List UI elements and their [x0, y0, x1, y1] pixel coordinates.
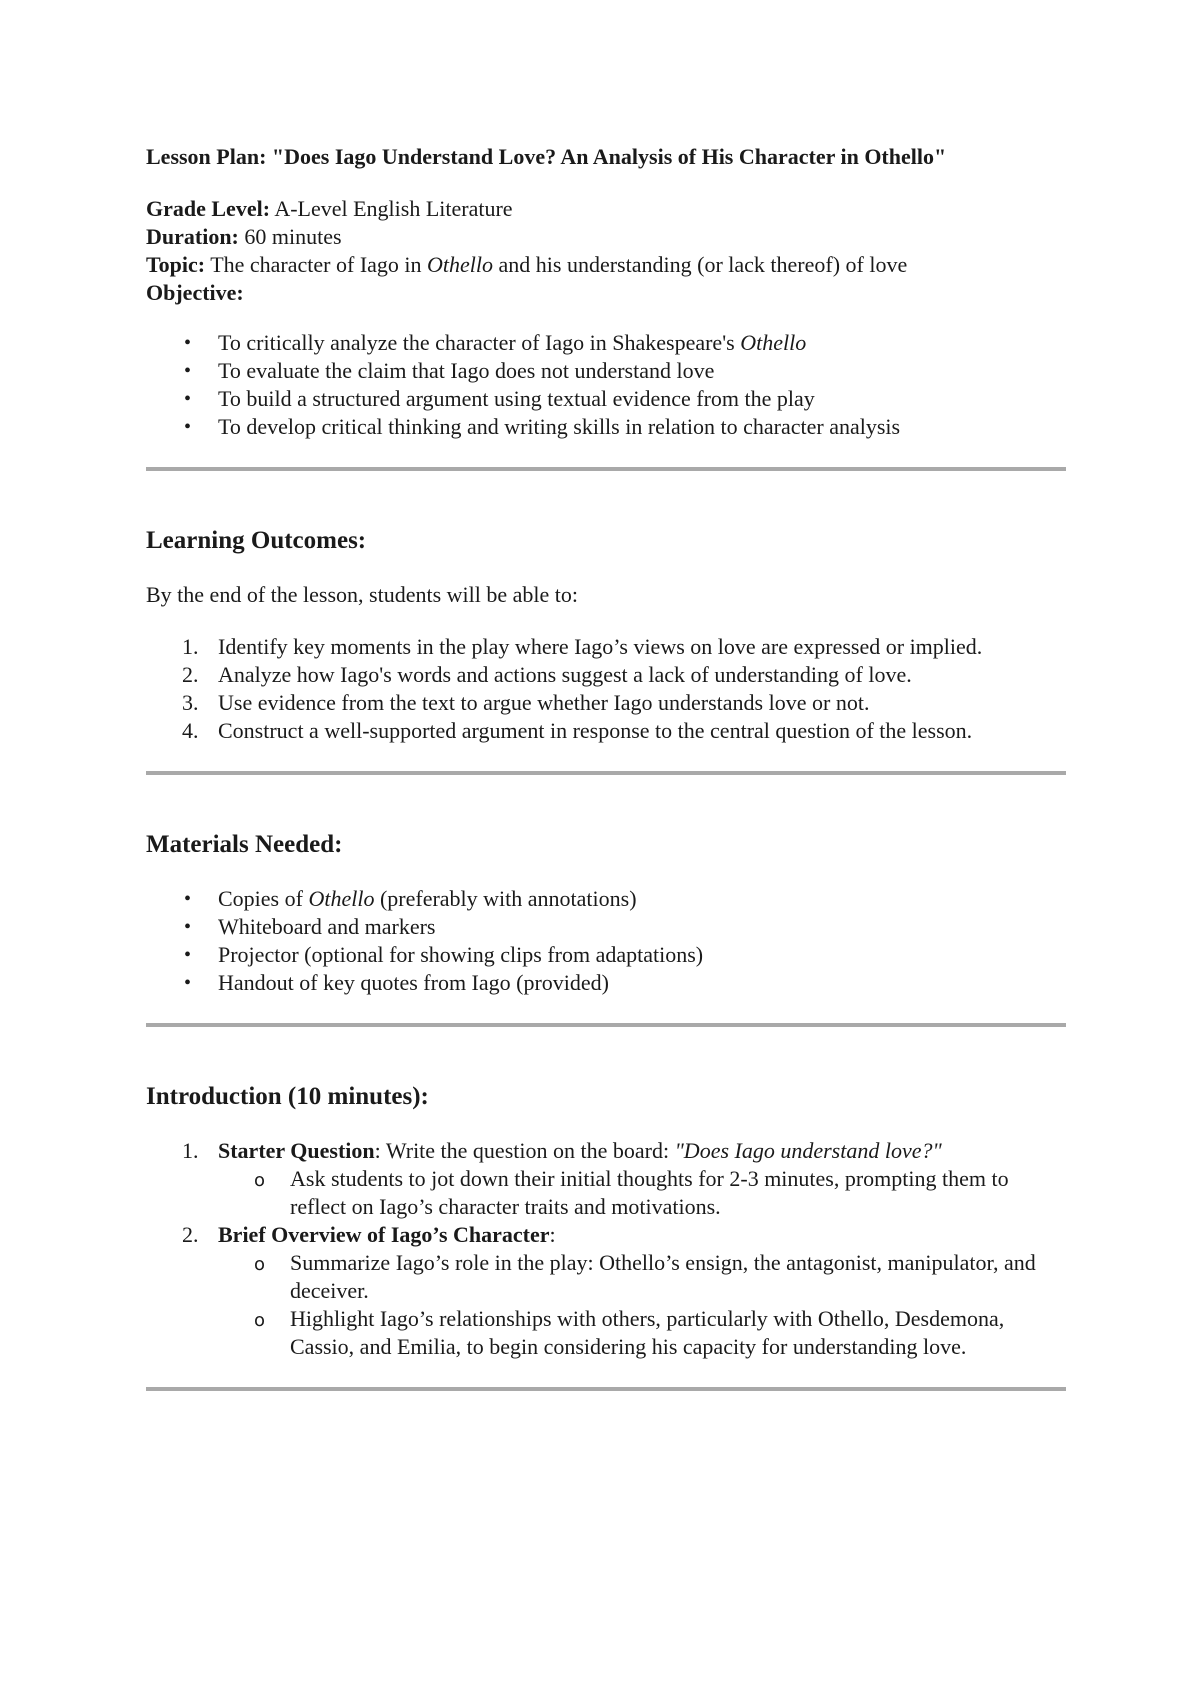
objective-label: Objective:	[146, 280, 244, 305]
sub-text: Ask students to jot down their initial thoughts for 2-3 minutes, prompting them to reflect on Iago’s character traits and motivations.	[290, 1166, 1009, 1219]
topic-line	[146, 251, 1066, 279]
materials-list	[146, 885, 1066, 997]
step-text: :	[549, 1222, 556, 1247]
list-item	[146, 689, 1066, 717]
bullet-icon: •	[184, 388, 192, 410]
section-divider	[146, 1387, 1066, 1391]
bullet-icon: •	[184, 888, 192, 910]
materials-heading: Materials Needed:	[146, 831, 343, 858]
outcome-text: Use evidence from the text to argue whether Iago understands love or not.	[218, 690, 870, 715]
list-item	[146, 413, 1066, 441]
list-item	[146, 385, 1066, 413]
objective-italic: Othello	[740, 330, 807, 355]
bullet-icon: •	[184, 944, 192, 966]
material-text: (preferably with annotations)	[374, 886, 637, 911]
sub-bullet-icon: o	[254, 1254, 266, 1275]
list-number: 2.	[182, 1222, 199, 1247]
list-item	[218, 1165, 1066, 1221]
grade-level-value: A-Level English Literature	[270, 196, 513, 221]
duration-label: Duration:	[146, 224, 239, 249]
material-text: Whiteboard and markers	[218, 914, 436, 939]
list-item	[146, 633, 1066, 661]
topic-value-italic: Othello	[427, 252, 494, 277]
list-number: 4.	[182, 718, 199, 743]
bullet-icon: •	[184, 332, 192, 354]
topic-value-part2: and his understanding (or lack thereof) of love	[493, 252, 908, 277]
outcome-text: Identify key moments in the play where Iago’s views on love are expressed or implied.	[218, 634, 983, 659]
objective-text: To critically analyze the character of Iago in Shakespeare's	[218, 330, 741, 355]
material-italic: Othello	[308, 886, 375, 911]
bullet-icon: •	[184, 916, 192, 938]
step-quote: "Does Iago understand love?"	[674, 1138, 942, 1163]
learning-outcomes-intro: By the end of the lesson, students will be able to:	[146, 582, 578, 607]
lesson-title: Lesson Plan: "Does Iago Understand Love? An Analysis of His Character in Othello"	[146, 144, 947, 169]
bullet-icon: •	[184, 416, 192, 438]
sub-list	[218, 1165, 1066, 1221]
sub-bullet-icon: o	[254, 1170, 266, 1191]
step-label: Brief Overview of Iago’s Character	[218, 1222, 550, 1247]
sub-text: Summarize Iago’s role in the play: Othello’s ensign, the antagonist, manipulator, and deceiver.	[290, 1250, 1036, 1303]
list-item	[218, 1305, 1066, 1361]
section-divider	[146, 1023, 1066, 1027]
sub-bullet-icon: o	[254, 1310, 266, 1331]
grade-level-line	[146, 195, 1066, 223]
list-item	[146, 661, 1066, 689]
list-item	[218, 1249, 1066, 1305]
list-item	[146, 1137, 1066, 1221]
section-divider	[146, 467, 1066, 471]
outcome-text: Analyze how Iago's words and actions suggest a lack of understanding of love.	[218, 662, 912, 687]
learning-outcomes-heading: Learning Outcomes:	[146, 527, 367, 554]
duration-value: 60 minutes	[238, 224, 342, 249]
duration-line	[146, 223, 1066, 251]
step-label: Starter Question	[218, 1138, 375, 1163]
outcome-text: Construct a well-supported argument in response to the central question of the lesson.	[218, 718, 973, 743]
objective-text: To build a structured argument using textual evidence from the play	[218, 386, 815, 411]
objectives-list	[146, 329, 1066, 441]
topic-label: Topic:	[146, 252, 206, 277]
introduction-steps	[146, 1137, 1066, 1361]
list-item	[146, 717, 1066, 745]
list-item	[146, 1221, 1066, 1361]
material-text: Copies of	[218, 886, 309, 911]
objective-text: To develop critical thinking and writing skills in relation to character analysis	[218, 414, 901, 439]
list-item	[146, 913, 1066, 941]
step-text: : Write the question on the board:	[374, 1138, 675, 1163]
list-item	[146, 885, 1066, 913]
list-number: 2.	[182, 662, 199, 687]
list-number: 1.	[182, 634, 199, 659]
grade-level-label: Grade Level:	[146, 196, 271, 221]
bullet-icon: •	[184, 972, 192, 994]
list-item	[146, 969, 1066, 997]
list-number: 3.	[182, 690, 199, 715]
introduction-heading: Introduction (10 minutes):	[146, 1083, 429, 1110]
material-text: Handout of key quotes from Iago (provided)	[218, 970, 610, 995]
learning-outcomes-list	[146, 633, 1066, 745]
topic-value-part1: The character of Iago in	[205, 252, 428, 277]
objective-line	[146, 279, 1066, 307]
lesson-meta	[146, 195, 1066, 307]
document-page	[146, 143, 1066, 1391]
list-item	[146, 357, 1066, 385]
material-text: Projector (optional for showing clips from adaptations)	[218, 942, 704, 967]
sub-text: Highlight Iago’s relationships with others, particularly with Othello, Desdemona, Cassio, and Emilia, to begin considering his capacity for understanding love.	[290, 1306, 1005, 1359]
section-divider	[146, 771, 1066, 775]
list-item	[146, 941, 1066, 969]
objective-text: To evaluate the claim that Iago does not understand love	[218, 358, 715, 383]
sub-list	[218, 1249, 1066, 1361]
list-item	[146, 329, 1066, 357]
list-number: 1.	[182, 1138, 199, 1163]
bullet-icon: •	[184, 360, 192, 382]
